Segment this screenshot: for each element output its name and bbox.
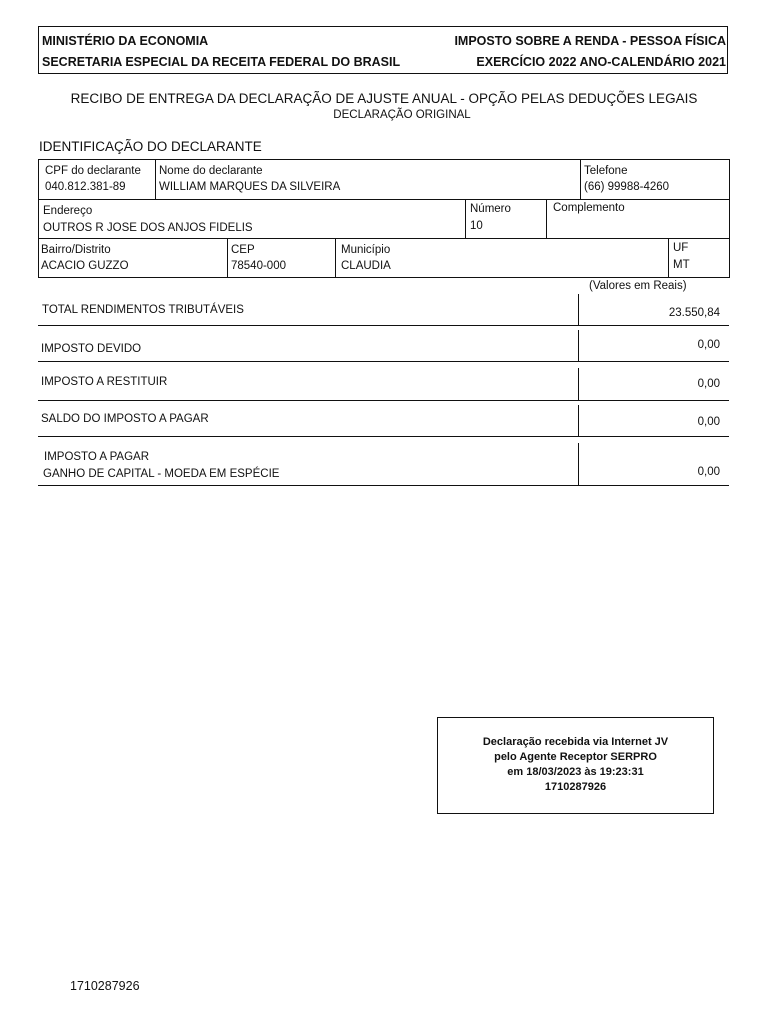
summary-divider — [38, 485, 729, 486]
section-title: IDENTIFICAÇÃO DO DECLARANTE — [39, 139, 262, 154]
exercise-year: EXERCÍCIO 2022 ANO-CALENDÁRIO 2021 — [476, 55, 726, 69]
value-divider — [578, 368, 579, 400]
address-value: OUTROS R JOSE DOS ANJOS FIDELIS — [43, 222, 253, 234]
summary-value-capital-gain: 0,00 — [697, 466, 720, 478]
row-divider — [38, 199, 730, 200]
value-divider — [578, 443, 579, 485]
value-divider — [578, 294, 579, 325]
summary-value-refund: 0,00 — [697, 378, 720, 390]
district-value: ACACIO GUZZO — [41, 260, 129, 272]
col-divider — [580, 159, 581, 199]
summary-label-refund: IMPOSTO A RESTITUIR — [41, 376, 168, 388]
uf-value: MT — [673, 259, 690, 271]
values-note: (Valores em Reais) — [589, 280, 687, 292]
col-divider — [155, 159, 156, 199]
summary-label-total-income: TOTAL RENDIMENTOS TRIBUTÁVEIS — [42, 304, 244, 316]
value-divider — [578, 405, 579, 436]
summary-value-tax-due: 0,00 — [697, 339, 720, 351]
name-value: WILLIAM MARQUES DA SILVEIRA — [159, 181, 341, 193]
complement-label: Complemento — [553, 202, 625, 214]
col-divider — [465, 199, 466, 238]
stamp-line-2: pelo Agente Receptor SERPRO — [494, 751, 657, 763]
value-divider — [578, 330, 579, 361]
secretariat-name: SECRETARIA ESPECIAL DA RECEITA FEDERAL DO BRASIL — [42, 55, 401, 69]
uf-label: UF — [673, 242, 689, 254]
summary-value-total-income: 23.550,84 — [668, 307, 720, 319]
col-divider — [668, 238, 669, 278]
summary-divider — [38, 361, 729, 362]
address-label: Endereço — [43, 205, 93, 217]
summary-divider — [38, 400, 729, 401]
col-divider — [335, 238, 336, 278]
name-label: Nome do declarante — [159, 165, 263, 177]
summary-label-balance: SALDO DO IMPOSTO A PAGAR — [41, 413, 209, 425]
cpf-value: 040.812.381-89 — [45, 181, 126, 193]
summary-value-balance: 0,00 — [697, 416, 720, 428]
col-divider — [546, 199, 547, 238]
cpf-label: CPF do declarante — [45, 165, 141, 177]
row-divider — [38, 238, 730, 239]
footer-code: 1710287926 — [70, 979, 140, 993]
tax-title: IMPOSTO SOBRE A RENDA - PESSOA FÍSICA — [454, 34, 726, 48]
stamp-line-1: Declaração recebida via Internet JV — [482, 736, 669, 748]
cep-label: CEP — [231, 244, 255, 256]
number-value: 10 — [470, 220, 483, 232]
city-value: CLAUDIA — [341, 260, 391, 272]
summary-divider — [38, 325, 729, 326]
summary-label-tax-payable: IMPOSTO A PAGAR — [44, 451, 150, 463]
summary-label-tax-due: IMPOSTO DEVIDO — [41, 343, 142, 355]
summary-label-capital-gain: GANHO DE CAPITAL - MOEDA EM ESPÉCIE — [43, 468, 280, 480]
phone-label: Telefone — [584, 165, 628, 177]
summary-divider — [38, 436, 729, 437]
stamp-line-4: 1710287926 — [544, 781, 607, 793]
ministry-name: MINISTÉRIO DA ECONOMIA — [42, 34, 209, 48]
stamp-line-3: em 18/03/2023 às 19:23:31 — [507, 766, 644, 778]
district-label: Bairro/Distrito — [41, 244, 111, 256]
col-divider — [227, 238, 228, 278]
number-label: Número — [470, 203, 511, 215]
declaration-type: DECLARAÇÃO ORIGINAL — [333, 109, 471, 121]
cep-value: 78540-000 — [231, 260, 286, 272]
phone-value: (66) 99988-4260 — [584, 181, 670, 193]
city-label: Município — [341, 244, 391, 256]
receipt-title: RECIBO DE ENTREGA DA DECLARAÇÃO DE AJUSTE ANUAL - OPÇÃO PELAS DEDUÇÕES LEGAIS — [70, 91, 698, 106]
